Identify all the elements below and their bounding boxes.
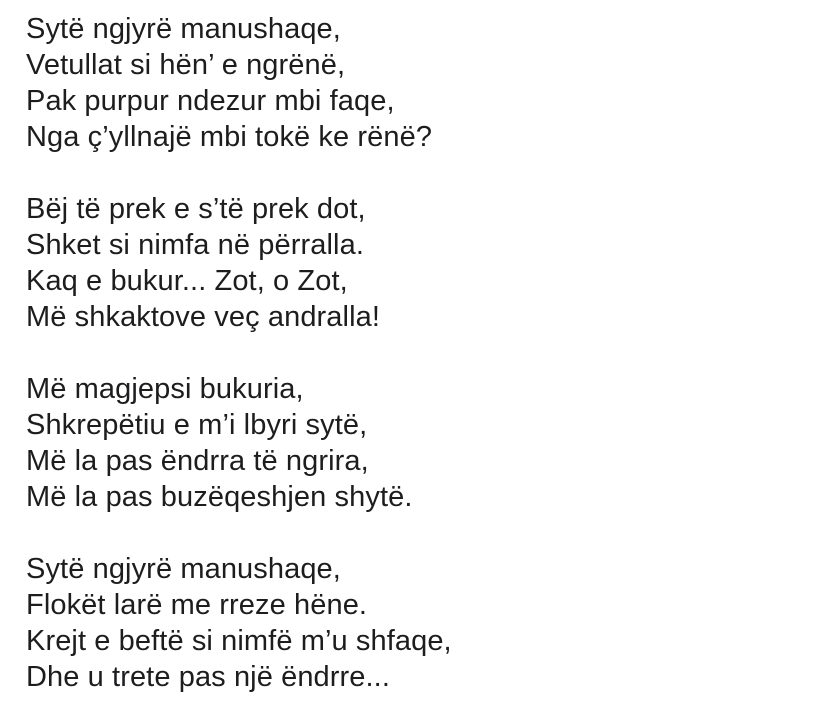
poem-line: Më magjepsi bukuria,: [26, 373, 304, 405]
poem-line: Sytë ngjyrë manushaqe,: [26, 13, 341, 45]
poem-line: Dhe u trete pas një ëndrre...: [26, 661, 390, 693]
poem-line: Sytë ngjyrë manushaqe,: [26, 553, 341, 585]
poem-line: Krejt e beftë si nimfë m’u shfaqe,: [26, 625, 452, 657]
poem-line: Vetullat si hën’ e ngrënë,: [26, 49, 346, 81]
poem-stanza-2: [26, 191, 818, 335]
poem-line: Më la pas buzëqeshjen shytë.: [26, 481, 413, 513]
poem-line: Pak purpur ndezur mbi faqe,: [26, 85, 395, 117]
poem-line: Shkrepëtiu e m’i lbyri sytë,: [26, 409, 368, 441]
poem-line: Më la pas ëndrra të ngrira,: [26, 445, 369, 477]
poem-line: Bëj të prek e s’të prek dot,: [26, 193, 366, 225]
poem-line: Nga ç’yllnajë mbi tokë ke rënë?: [26, 121, 433, 153]
poem-stanza-3: [26, 371, 818, 515]
poem-line: Kaq e bukur... Zot, o Zot,: [26, 265, 348, 297]
poem-line: Shket si nimfa në përralla.: [26, 229, 364, 261]
poem-line: Flokët larë me rreze hëne.: [26, 589, 368, 621]
poem-line: Më shkaktove veç andralla!: [26, 301, 380, 333]
poem-stanza-4: [26, 551, 818, 695]
poem-stanza-1: [26, 11, 818, 155]
